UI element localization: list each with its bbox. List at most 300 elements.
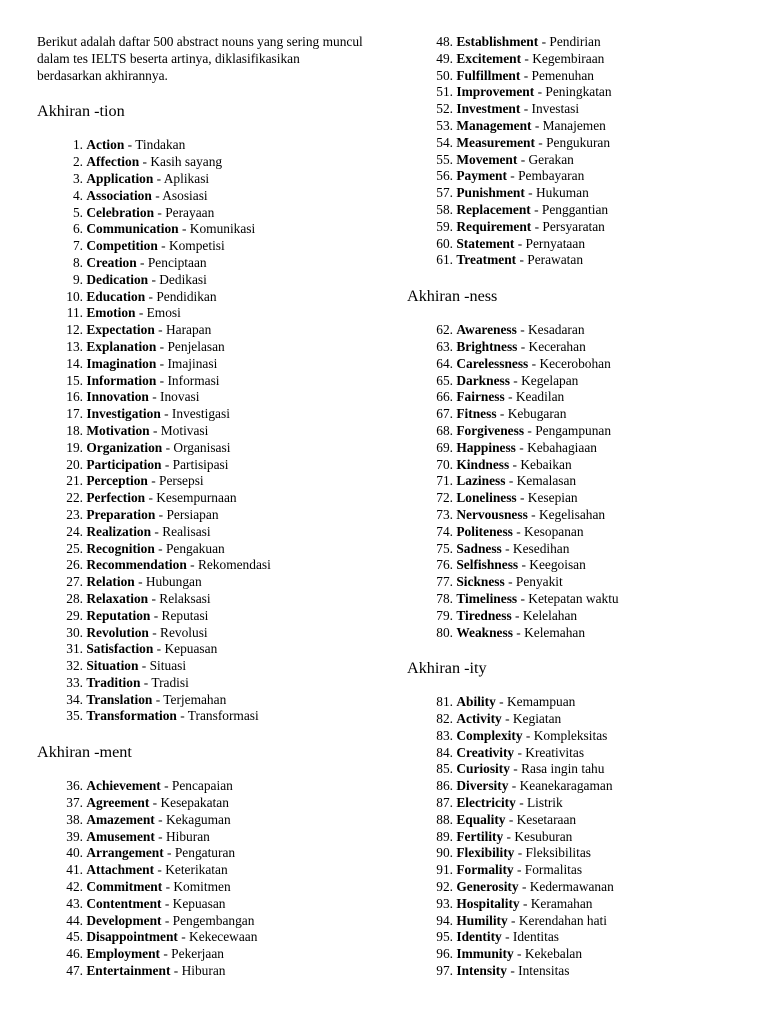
list-item <box>407 373 747 390</box>
list-item <box>407 913 747 930</box>
right-column <box>407 34 747 980</box>
item-meaning: Hiburan <box>165 828 210 844</box>
item-meaning: Informasi <box>167 372 220 388</box>
item-number: 21. <box>66 473 83 489</box>
list-item <box>37 221 367 238</box>
item-number: 3. <box>72 170 83 186</box>
item-meaning: Kegelisahan <box>538 506 606 522</box>
item-separator: - <box>148 389 161 405</box>
list-item <box>407 118 747 135</box>
item-number: 47. <box>66 963 83 979</box>
list-item <box>407 946 747 963</box>
item-separator: - <box>530 201 542 217</box>
item-number: 80. <box>436 624 453 640</box>
list-item <box>407 389 747 406</box>
item-number: 48. <box>436 34 453 49</box>
item-meaning: Kedermawanan <box>529 879 614 895</box>
item-number: 62. <box>436 322 453 338</box>
list-item <box>407 711 747 728</box>
item-separator: - <box>154 828 166 844</box>
item-term: Equality <box>456 811 506 827</box>
item-term: Revolution <box>86 624 149 640</box>
item-number: 78. <box>436 590 453 606</box>
item-term: Creativity <box>456 744 515 760</box>
item-number: 26. <box>66 557 83 573</box>
list-item <box>407 812 747 829</box>
item-separator: - <box>517 338 529 354</box>
item-meaning: Kesuburan <box>514 828 573 844</box>
item-term: Information <box>86 372 157 388</box>
item-term: Development <box>86 912 162 928</box>
item-number: 38. <box>66 811 83 827</box>
item-separator: - <box>531 117 543 133</box>
item-number: 91. <box>436 862 453 878</box>
list-item <box>37 406 367 423</box>
item-number: 60. <box>436 235 453 251</box>
list-item <box>407 761 747 778</box>
item-term: Weakness <box>456 624 513 640</box>
item-number: 7. <box>72 238 83 254</box>
item-term: Communication <box>86 221 179 237</box>
item-term: Activity <box>456 711 502 727</box>
item-meaning: Kelelahan <box>522 607 578 623</box>
item-number: 36. <box>66 778 83 794</box>
item-number: 93. <box>436 895 453 911</box>
item-number: 52. <box>436 101 453 117</box>
list-item <box>407 51 747 68</box>
item-term: Loneliness <box>456 490 517 506</box>
item-separator: - <box>151 187 163 203</box>
item-number: 33. <box>66 674 83 690</box>
item-meaning: Harapan <box>165 322 212 338</box>
item-number: 31. <box>66 641 83 657</box>
item-separator: - <box>524 185 536 201</box>
item-number: 70. <box>436 456 453 472</box>
item-number: 79. <box>436 607 453 623</box>
item-meaning: Pendidikan <box>156 288 217 304</box>
item-number: 49. <box>436 50 453 66</box>
item-term: Politeness <box>456 523 513 539</box>
item-term: Improvement <box>456 84 535 100</box>
item-term: Kindness <box>456 456 510 472</box>
item-number: 69. <box>436 439 453 455</box>
item-meaning: Fleksibilitas <box>525 845 592 861</box>
item-separator: - <box>177 929 190 945</box>
item-separator: - <box>148 624 161 640</box>
item-separator: - <box>148 590 160 606</box>
item-separator: - <box>154 204 166 220</box>
item-separator: - <box>155 506 167 522</box>
item-number: 32. <box>66 658 83 674</box>
item-meaning: Relaksasi <box>159 590 211 606</box>
item-meaning: Kesopanan <box>524 523 584 539</box>
list-item <box>407 168 747 185</box>
item-separator: - <box>153 641 165 657</box>
item-term: Treatment <box>456 252 517 268</box>
item-number: 73. <box>436 506 453 522</box>
item-meaning: Peningkatan <box>545 84 612 100</box>
item-number: 19. <box>66 439 83 455</box>
item-number: 42. <box>66 879 83 895</box>
list-item <box>37 778 367 795</box>
list-item <box>407 728 747 745</box>
list-item <box>37 541 367 558</box>
item-term: Association <box>86 187 152 203</box>
list-item <box>407 608 747 625</box>
item-separator: - <box>139 154 151 170</box>
item-separator: - <box>512 624 525 640</box>
item-number: 13. <box>66 338 83 354</box>
item-separator: - <box>154 540 166 556</box>
list-item <box>37 896 367 913</box>
item-term: Movement <box>456 151 518 167</box>
section-heading-ity: Akhiran -ity <box>407 659 487 678</box>
item-term: Disappointment <box>86 929 178 945</box>
item-number: 89. <box>436 828 453 844</box>
item-term: Transformation <box>86 708 177 724</box>
item-term: Achievement <box>86 778 161 794</box>
list-item <box>407 490 747 507</box>
item-term: Action <box>86 137 125 153</box>
item-meaning: Pemenuhan <box>531 67 594 83</box>
item-separator: - <box>124 137 136 153</box>
item-term: Education <box>86 288 146 304</box>
item-meaning: Imajinasi <box>167 355 218 371</box>
item-separator: - <box>505 811 517 827</box>
item-term: Perception <box>86 473 148 489</box>
item-separator: - <box>151 523 163 539</box>
item-meaning: Hubungan <box>145 574 202 590</box>
item-term: Creation <box>86 254 137 270</box>
item-meaning: Investasi <box>531 101 580 117</box>
list-item <box>407 440 747 457</box>
item-term: Commitment <box>86 879 163 895</box>
item-meaning: Kemalasan <box>516 473 577 489</box>
item-number: 41. <box>66 862 83 878</box>
item-term: Investigation <box>86 406 161 422</box>
list-item <box>407 896 747 913</box>
item-term: Establishment <box>456 34 539 49</box>
section-heading-tion: Akhiran -tion <box>37 102 125 121</box>
item-number: 56. <box>436 168 453 184</box>
list-item <box>407 152 747 169</box>
list-item <box>407 557 747 574</box>
section-heading-ness: Akhiran -ness <box>407 287 498 306</box>
list-item <box>37 929 367 946</box>
list-item <box>407 591 747 608</box>
item-number: 72. <box>436 490 453 506</box>
list-item <box>37 238 367 255</box>
item-term: Translation <box>86 691 153 707</box>
item-number: 51. <box>436 84 453 100</box>
item-separator: - <box>506 168 519 184</box>
item-term: Formality <box>456 862 514 878</box>
item-term: Tiredness <box>456 607 512 623</box>
item-meaning: Emosi <box>146 305 181 321</box>
item-separator: - <box>501 929 513 945</box>
item-separator: - <box>134 574 146 590</box>
item-number: 9. <box>72 271 83 287</box>
list-item <box>37 913 367 930</box>
item-meaning: Kegelapan <box>521 372 579 388</box>
item-meaning: Perawatan <box>527 252 584 268</box>
item-separator: - <box>496 406 508 422</box>
item-number: 81. <box>436 694 453 710</box>
item-term: Tradition <box>86 674 141 690</box>
item-meaning: Keadilan <box>515 389 565 405</box>
list-item <box>407 236 747 253</box>
list-item <box>37 946 367 963</box>
list-item <box>37 795 367 812</box>
item-meaning: Asosiasi <box>162 187 208 203</box>
item-number: 43. <box>66 895 83 911</box>
item-number: 25. <box>66 540 83 556</box>
item-separator: - <box>156 338 168 354</box>
item-separator: - <box>528 355 540 371</box>
item-meaning: Pendirian <box>549 34 601 49</box>
list-item <box>37 675 367 692</box>
item-number: 59. <box>436 218 453 234</box>
item-term: Selfishness <box>456 557 519 573</box>
item-number: 64. <box>436 355 453 371</box>
item-term: Fairness <box>456 389 505 405</box>
item-number: 16. <box>66 389 83 405</box>
item-number: 24. <box>66 523 83 539</box>
item-number: 96. <box>436 946 453 962</box>
item-term: Carelessness <box>456 355 529 371</box>
item-number: 14. <box>66 355 83 371</box>
item-separator: - <box>503 828 515 844</box>
item-separator: - <box>145 490 157 506</box>
item-meaning: Persepsi <box>159 473 204 489</box>
list-item <box>37 457 367 474</box>
item-term: Celebration <box>86 204 155 220</box>
item-term: Reputation <box>86 607 151 623</box>
item-number: 40. <box>66 845 83 861</box>
item-meaning: Ketepatan waktu <box>528 590 619 606</box>
item-term: Organization <box>86 439 163 455</box>
item-meaning: Kompetisi <box>168 238 225 254</box>
list-item <box>37 188 367 205</box>
item-term: Humility <box>456 912 508 928</box>
item-term: Satisfaction <box>86 641 154 657</box>
list-item <box>407 252 747 269</box>
item-number: 18. <box>66 422 83 438</box>
item-meaning: Tindakan <box>135 137 186 153</box>
item-term: Expectation <box>86 322 155 338</box>
item-meaning: Kerendahan hati <box>518 912 607 928</box>
list-item <box>37 171 367 188</box>
item-number: 15. <box>66 372 83 388</box>
list-ity <box>407 694 747 980</box>
item-separator: - <box>156 372 168 388</box>
item-number: 75. <box>436 540 453 556</box>
item-number: 10. <box>66 288 83 304</box>
item-term: Attachment <box>86 862 155 878</box>
list-item <box>37 423 367 440</box>
list-item <box>37 574 367 591</box>
item-separator: - <box>509 761 522 777</box>
item-separator: - <box>522 727 534 743</box>
item-separator: - <box>524 422 536 438</box>
item-meaning: Identitas <box>512 929 560 945</box>
intro-paragraph: Berikut adalah daftar 500 abstract nouns yang sering muncul dalam tes IELTS beserta artinya, diklasifikasikan berdasarkan akhirannya. <box>37 34 363 83</box>
item-term: Agreement <box>86 795 150 811</box>
item-term: Affection <box>86 154 140 170</box>
item-meaning: Keegoisan <box>529 557 586 573</box>
list-item <box>407 423 747 440</box>
item-meaning: Perayaan <box>165 204 215 220</box>
item-separator: - <box>147 473 159 489</box>
item-number: 44. <box>66 912 83 928</box>
item-meaning: Kesetaraan <box>516 811 577 827</box>
list-item <box>37 339 367 356</box>
item-number: 57. <box>436 185 453 201</box>
item-term: Motivation <box>86 422 150 438</box>
item-separator: - <box>507 912 519 928</box>
item-separator: - <box>517 590 529 606</box>
item-meaning: Kepuasan <box>164 641 218 657</box>
list-item <box>407 845 747 862</box>
item-meaning: Kebaikan <box>520 456 572 472</box>
item-meaning: Kreativitas <box>525 744 585 760</box>
list-item <box>37 373 367 390</box>
item-number: 6. <box>72 221 83 237</box>
item-meaning: Transformasi <box>187 708 259 724</box>
item-term: Imagination <box>86 355 157 371</box>
item-term: Immunity <box>456 946 514 962</box>
item-separator: - <box>495 694 507 710</box>
list-item <box>37 692 367 709</box>
list-item <box>407 219 747 236</box>
item-separator: - <box>150 607 162 623</box>
item-number: 92. <box>436 879 453 895</box>
list-item <box>37 557 367 574</box>
item-meaning: Formalitas <box>524 862 583 878</box>
item-meaning: Kekaguman <box>165 811 231 827</box>
list-item <box>407 879 747 896</box>
item-meaning: Kecerahan <box>528 338 586 354</box>
item-meaning: Keanekaragaman <box>519 778 613 794</box>
item-number: 71. <box>436 473 453 489</box>
item-meaning: Penyakit <box>515 574 563 590</box>
item-meaning: Persyaratan <box>542 218 605 234</box>
item-separator: - <box>154 811 166 827</box>
item-separator: - <box>514 744 526 760</box>
list-item <box>407 101 747 118</box>
item-term: Forgiveness <box>456 422 525 438</box>
item-meaning: Kompleksitas <box>533 727 608 743</box>
list-item <box>37 507 367 524</box>
item-separator: - <box>501 540 513 556</box>
list-item <box>407 135 747 152</box>
item-separator: - <box>506 963 519 979</box>
item-term: Happiness <box>456 439 516 455</box>
list-ment-part1 <box>37 778 367 980</box>
item-separator: - <box>519 895 531 911</box>
item-number: 85. <box>436 761 453 777</box>
item-separator: - <box>505 473 517 489</box>
item-meaning: Listrik <box>527 795 563 811</box>
item-number: 84. <box>436 744 453 760</box>
item-number: 23. <box>66 506 83 522</box>
item-separator: - <box>534 134 547 150</box>
item-number: 8. <box>72 254 83 270</box>
item-term: Perfection <box>86 490 146 506</box>
item-term: Situation <box>86 658 139 674</box>
list-item <box>407 694 747 711</box>
item-separator: - <box>145 288 157 304</box>
item-term: Arrangement <box>86 845 164 861</box>
item-term: Punishment <box>456 185 525 201</box>
item-separator: - <box>509 456 521 472</box>
item-separator: - <box>161 912 173 928</box>
item-number: 53. <box>436 117 453 133</box>
item-number: 35. <box>66 708 83 724</box>
item-separator: - <box>149 422 161 438</box>
list-item <box>407 625 747 642</box>
item-number: 39. <box>66 828 83 844</box>
item-term: Relation <box>86 574 135 590</box>
item-meaning: Kecerobohan <box>539 355 611 371</box>
item-meaning: Pernyataan <box>525 235 586 251</box>
item-meaning: Pengukuran <box>546 134 611 150</box>
item-separator: - <box>157 238 169 254</box>
item-term: Fertility <box>456 828 504 844</box>
list-item <box>407 745 747 762</box>
item-number: 50. <box>436 67 453 83</box>
item-term: Realization <box>86 523 152 539</box>
item-term: Requirement <box>456 218 532 234</box>
section-heading-ment: Akhiran -ment <box>37 743 132 762</box>
item-separator: - <box>153 170 164 186</box>
item-number: 55. <box>436 151 453 167</box>
item-separator: - <box>514 235 526 251</box>
item-separator: - <box>138 658 150 674</box>
item-number: 97. <box>436 963 453 979</box>
item-separator: - <box>178 221 190 237</box>
item-number: 94. <box>436 912 453 928</box>
item-term: Fitness <box>456 406 497 422</box>
list-item <box>37 963 367 980</box>
item-separator: - <box>161 456 173 472</box>
item-meaning: Kegiatan <box>512 711 562 727</box>
item-separator: - <box>520 101 532 117</box>
item-term: Amazement <box>86 811 155 827</box>
item-separator: - <box>531 218 543 234</box>
item-meaning: Kesepakatan <box>160 795 229 811</box>
item-meaning: Kebugaran <box>507 406 567 422</box>
item-meaning: Penjelasan <box>167 338 225 354</box>
item-term: Excitement <box>456 50 522 66</box>
item-term: Participation <box>86 456 162 472</box>
list-item <box>37 608 367 625</box>
list-item <box>37 322 367 339</box>
list-item <box>37 272 367 289</box>
list-item <box>407 339 747 356</box>
item-term: Dedication <box>86 271 149 287</box>
item-number: 1. <box>72 137 83 153</box>
item-meaning: Hukuman <box>535 185 589 201</box>
item-meaning: Kekebalan <box>524 946 583 962</box>
item-number: 61. <box>436 252 453 268</box>
item-meaning: Keterikatan <box>165 862 228 878</box>
item-term: Identity <box>456 929 502 945</box>
item-term: Measurement <box>456 134 535 150</box>
list-item <box>37 879 367 896</box>
item-term: Darkness <box>456 372 510 388</box>
item-number: 34. <box>66 691 83 707</box>
